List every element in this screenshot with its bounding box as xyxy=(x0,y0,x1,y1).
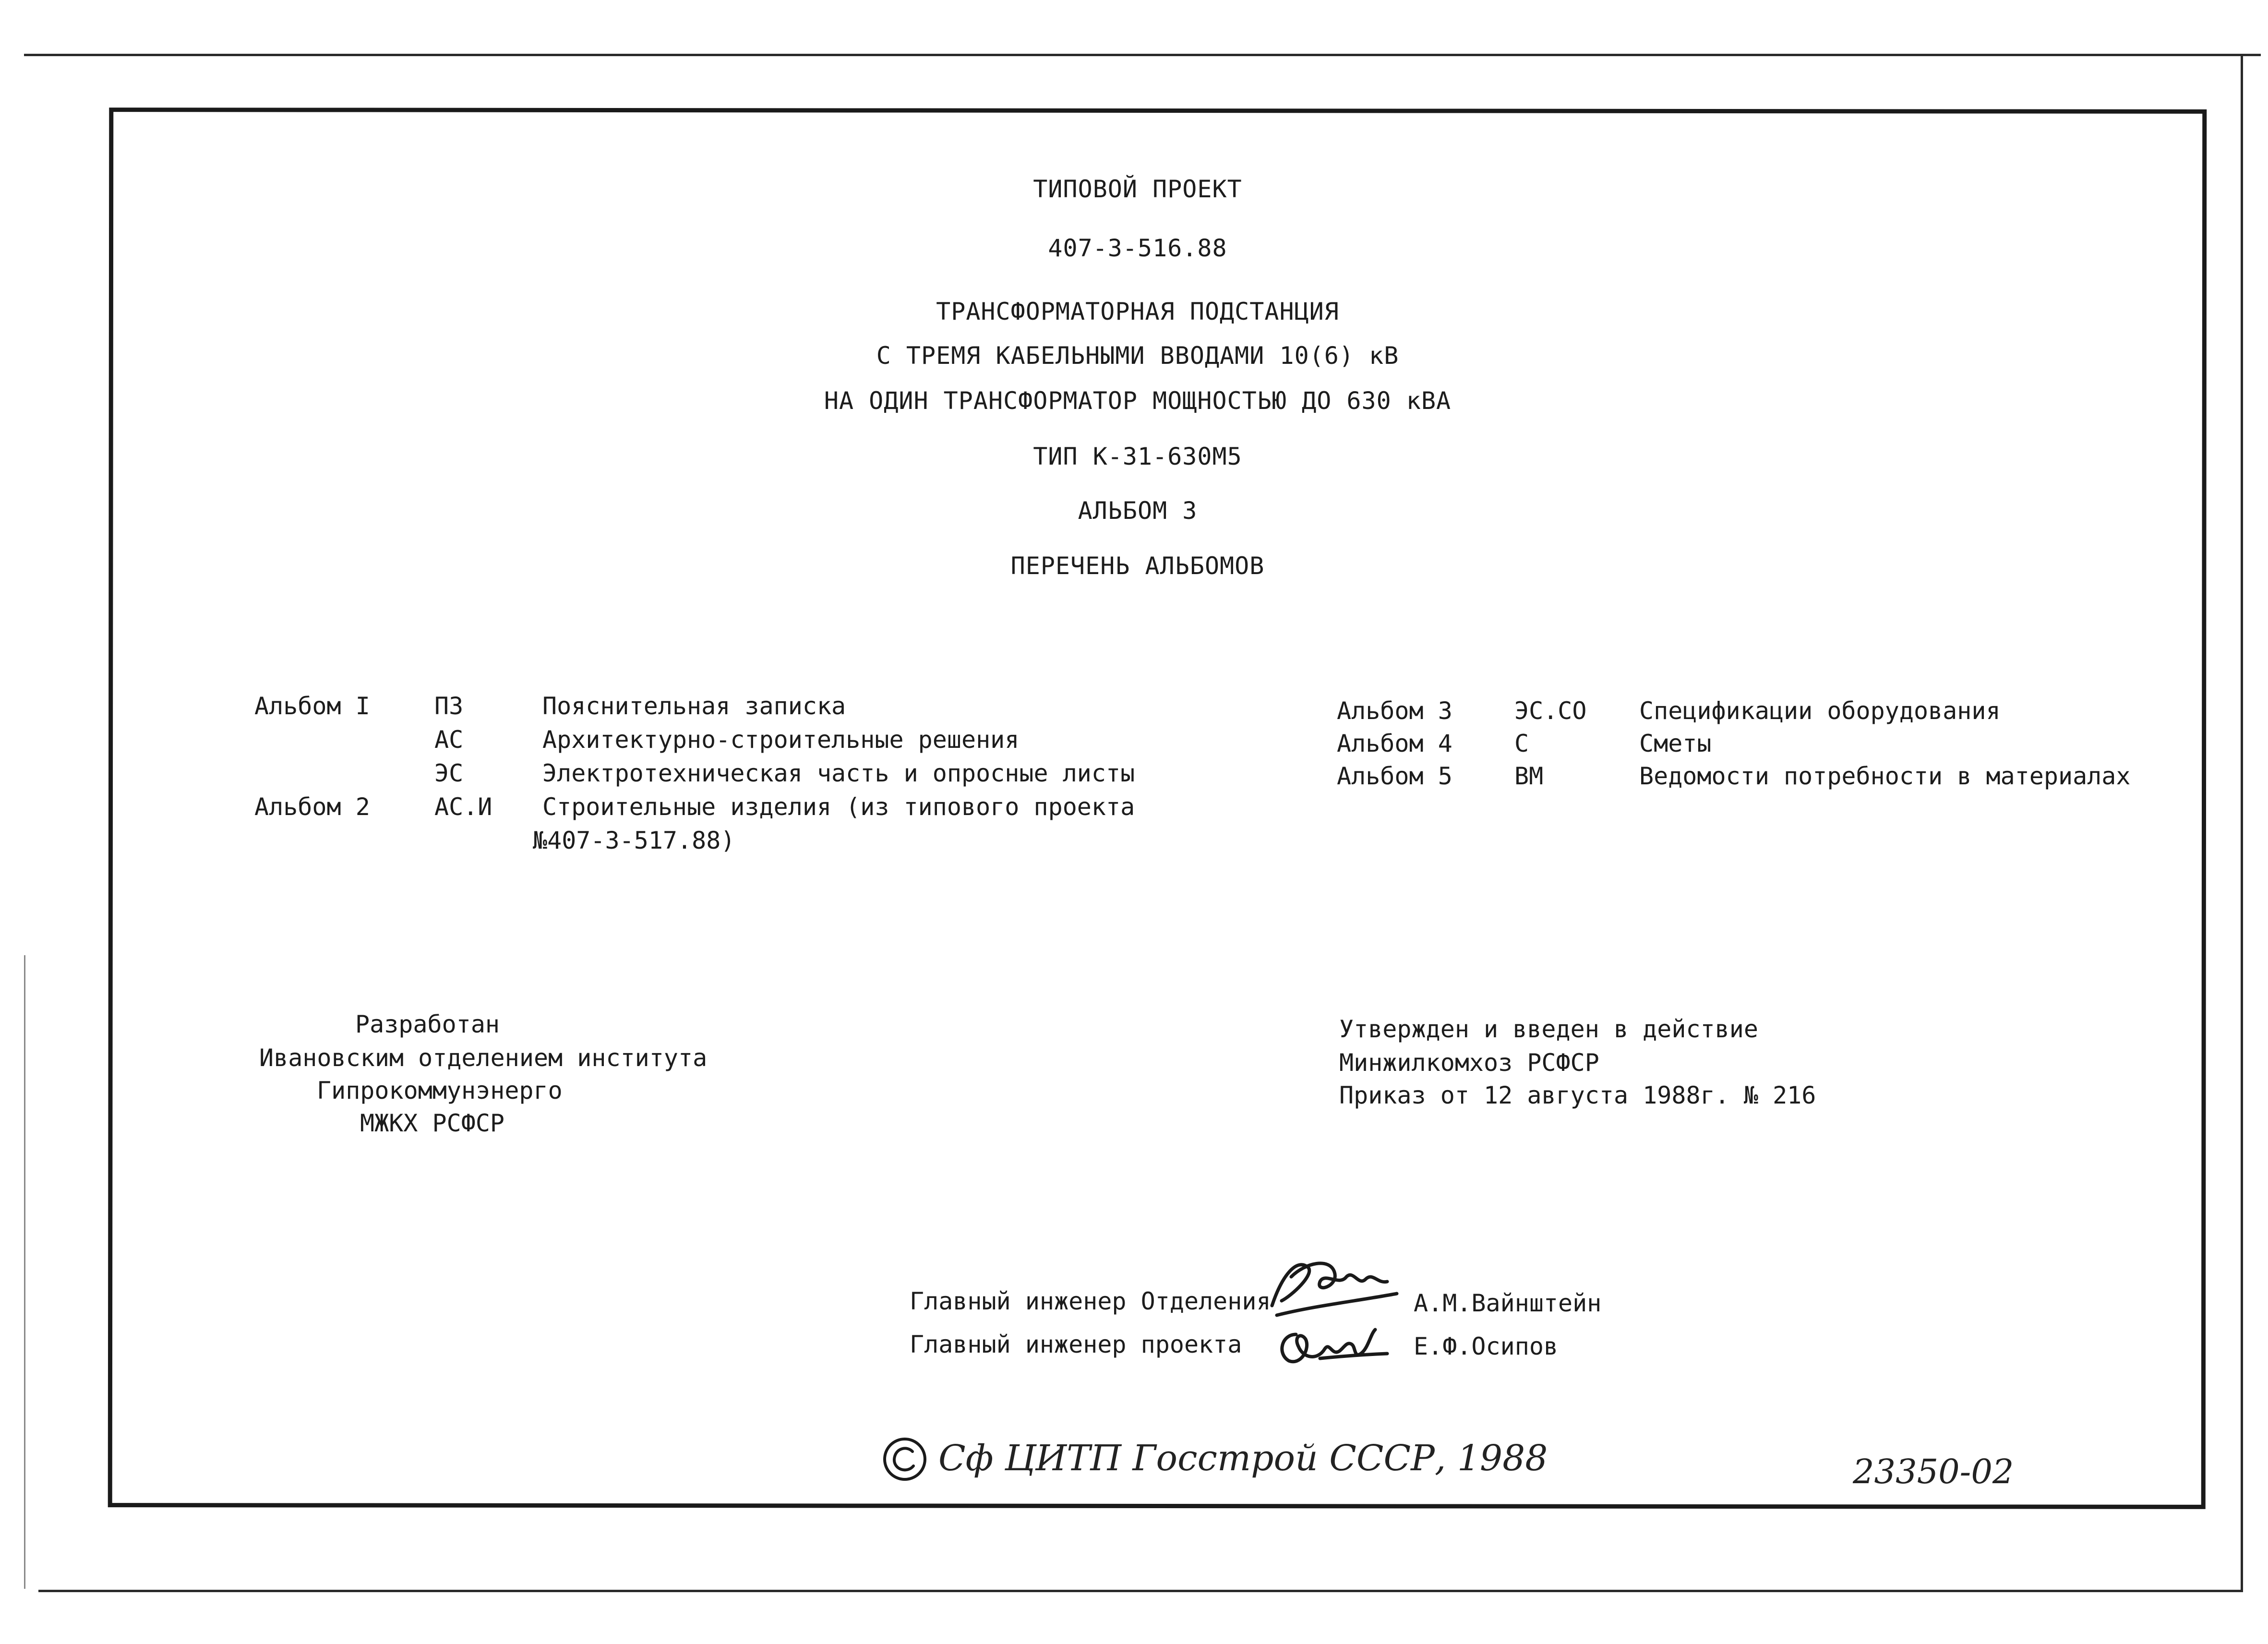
list-item-album1 xyxy=(254,692,370,720)
approval-line-1: Утвержден и введен в действие xyxy=(1339,1015,1758,1043)
developer-line-4: МЖКХ РСФСР xyxy=(360,1109,505,1137)
list-item-name: Архитектурно-строительные решения xyxy=(542,726,1020,754)
list-item-code: ВМ xyxy=(1514,762,1544,790)
copyright-circle-icon xyxy=(881,1435,929,1483)
list-item-name: Пояснительная записка xyxy=(542,692,846,720)
list-item-name-cont: №407-3-517.88) xyxy=(533,827,735,854)
album-number: Альбом 3 xyxy=(1337,697,1452,725)
project-type: ТИП К-31-630М5 xyxy=(1033,443,1242,470)
bottom-border-line xyxy=(38,1590,2242,1592)
signature-role-2: Главный инженер проекта xyxy=(910,1331,1242,1358)
signature-person-2: Е.Ф.Осипов xyxy=(1414,1332,1559,1360)
approval-line-2: Минжилкомхоз РСФСР xyxy=(1339,1049,1599,1077)
list-item-name: Сметы xyxy=(1639,730,1712,757)
sheet-code: 23350-02 xyxy=(1853,1452,2014,1491)
list-item-code: АС xyxy=(434,726,464,754)
album-list-title: ПЕРЕЧЕНЬ АЛЬБОМОВ xyxy=(1010,552,1265,580)
right-border-line xyxy=(2241,54,2243,1592)
album-number: Альбом 5 xyxy=(1337,762,1452,790)
list-item-code: ПЗ xyxy=(434,692,464,720)
list-item-name: Спецификации оборудования xyxy=(1639,697,2001,725)
title-line-3: НА ОДИН ТРАНСФОРМАТОР МОЩНОСТЬЮ ДО 630 кВА xyxy=(824,387,1452,415)
list-item-name: Строительные изделия (из типового проекта xyxy=(542,793,1135,821)
developer-line-1: Разработан xyxy=(355,1010,500,1038)
title-line-2: С ТРЕМЯ КАБЕЛЬНЫМИ ВВОДАМИ 10(6) кВ xyxy=(876,342,1399,370)
list-item-code: ЭС xyxy=(434,759,464,787)
title-line-1: ТРАНСФОРМАТОРНАЯ ПОДСТАНЦИЯ xyxy=(936,298,1339,325)
list-item-name: Ведомости потребности в материалах xyxy=(1639,762,2131,790)
signature-role-1: Главный инженер Отделения xyxy=(910,1287,1271,1315)
approval-line-3: Приказ от 12 августа 1988г. № 216 xyxy=(1339,1081,1816,1109)
copyright-text: Сф ЦИТП Госстрой СССР, 1988 xyxy=(938,1438,1548,1479)
list-item-code: С xyxy=(1514,730,1529,757)
album-number: Альбом 2 xyxy=(254,793,370,821)
developer-line-2: Ивановским отделением института xyxy=(259,1044,708,1072)
left-border-tick xyxy=(24,955,25,1589)
project-number: 407-3-516.88 xyxy=(1048,234,1227,262)
handwritten-signature-1 xyxy=(1262,1248,1406,1325)
top-border-line xyxy=(24,54,2261,56)
developer-line-3: Гипрокоммунэнерго xyxy=(317,1077,563,1104)
doc-type: ТИПОВОЙ ПРОЕКТ xyxy=(1033,175,1242,203)
handwritten-signature-2 xyxy=(1272,1320,1392,1373)
album-number: Альбом I xyxy=(254,692,370,720)
list-item-code: ЭС.СО xyxy=(1514,697,1587,725)
list-item-code: АС.И xyxy=(434,793,492,821)
signature-person-1: А.М.Вайнштейн xyxy=(1414,1289,1602,1317)
album-number: Альбом 4 xyxy=(1337,730,1452,757)
list-item-name: Электротехническая часть и опросные листы xyxy=(542,759,1135,787)
album-label: АЛЬБОМ 3 xyxy=(1078,497,1198,525)
